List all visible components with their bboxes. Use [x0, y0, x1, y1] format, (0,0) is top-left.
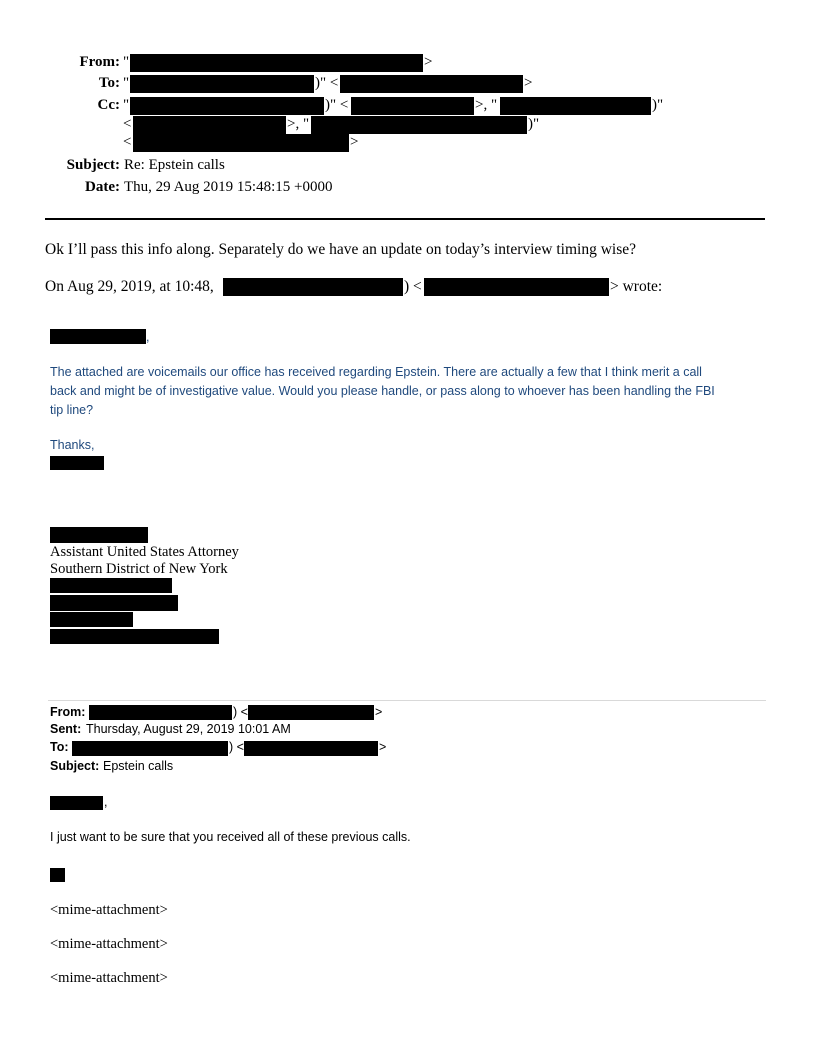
redaction-cc1-name	[130, 97, 324, 115]
cc2-lt: <	[123, 116, 132, 132]
to-gt: >	[524, 75, 533, 91]
fwd-to-gt: >	[379, 740, 387, 754]
redaction-signature-line-3	[50, 612, 133, 627]
fwd-body: I just want to be sure that you received all of these previous calls.	[50, 830, 411, 844]
redaction-from-name	[130, 54, 423, 72]
fwd-to-label: To:	[50, 740, 69, 754]
fwd-sent-value: Thursday, August 29, 2019 10:01 AM	[86, 722, 291, 736]
redaction-sender-first-name	[50, 456, 104, 470]
cc1-close: )" <	[325, 97, 349, 113]
cc3-close: )"	[528, 116, 540, 132]
redaction-fwd-from-email	[248, 705, 374, 720]
from-label: From:	[79, 54, 120, 70]
redaction-cc2-email	[133, 116, 286, 134]
cc3-gt: >	[350, 134, 359, 150]
date-label: Date:	[85, 179, 120, 195]
quote-intro-mid: ) <	[404, 278, 422, 295]
fwd-sent-label: Sent:	[50, 722, 82, 736]
redaction-fwd-greeting-name	[50, 796, 103, 810]
to-quote: "	[123, 75, 130, 91]
redaction-quote-name	[223, 278, 403, 296]
cc-label: Cc:	[97, 97, 120, 113]
redaction-signature-line-2	[50, 595, 178, 611]
redaction-signature-name	[50, 527, 148, 543]
to-close: )" <	[315, 75, 339, 91]
fwd-from-paren: ) <	[233, 705, 248, 719]
cc2-close: )"	[652, 97, 664, 113]
cc1-gt: >, "	[475, 97, 498, 113]
from-quote: "	[123, 54, 130, 70]
fwd-subject-value: Epstein calls	[103, 759, 174, 773]
greeting-comma: ,	[146, 330, 150, 344]
quoted-paragraph-line-3: tip line?	[50, 403, 94, 417]
from-gt: >	[424, 54, 433, 70]
signature-title: Assistant United States Attorney	[50, 544, 239, 560]
redaction-fwd-from-name	[89, 705, 232, 720]
fwd-to-paren: ) <	[229, 740, 244, 754]
redaction-greeting-name	[50, 329, 146, 344]
thanks-text: Thanks,	[50, 438, 95, 452]
header-divider	[45, 218, 765, 220]
cc2-gt: >, "	[287, 116, 310, 132]
redaction-cc1-email	[351, 97, 474, 115]
quoted-paragraph-line-1: The attached are voicemails our office has received regarding Epstein. There are actually a few that I think merit a call	[50, 365, 702, 379]
cc-quote: "	[123, 97, 130, 113]
fwd-greeting-comma: ,	[104, 795, 108, 809]
quote-intro-prefix: On Aug 29, 2019, at 10:48,	[45, 278, 214, 295]
redaction-signature-line-4	[50, 629, 219, 644]
redaction-fwd-sender	[50, 868, 65, 882]
redaction-signature-line-1	[50, 578, 172, 593]
fwd-from-gt: >	[375, 705, 383, 719]
redaction-fwd-to-email	[244, 741, 378, 756]
forward-divider	[48, 700, 766, 701]
redaction-to-name	[130, 75, 314, 93]
reply-line: Ok I’ll pass this info along. Separately do we have an update on today’s interview timing wise?	[45, 241, 637, 258]
fwd-from-label: From:	[50, 705, 86, 719]
redaction-cc2-name	[500, 97, 651, 115]
redaction-quote-email	[424, 278, 609, 296]
redaction-fwd-to-name	[72, 741, 228, 756]
redaction-cc3-name	[311, 116, 527, 134]
quoted-paragraph-line-2: back and might be of investigative value. Would you please handle, or pass along to whoever has been handling the FBI	[50, 384, 715, 398]
attachment-3[interactable]: <mime-attachment>	[50, 970, 168, 986]
cc3-lt: <	[123, 134, 132, 150]
subject-label: Subject:	[66, 157, 120, 173]
signature-office: Southern District of New York	[50, 561, 228, 577]
fwd-subject-label: Subject:	[50, 759, 100, 773]
attachment-1[interactable]: <mime-attachment>	[50, 902, 168, 918]
to-label: To:	[98, 75, 120, 91]
redaction-to-email	[340, 75, 523, 93]
redaction-cc3-email	[133, 134, 349, 152]
attachment-2[interactable]: <mime-attachment>	[50, 936, 168, 952]
quote-intro-suffix: > wrote:	[610, 278, 663, 295]
date-value: Thu, 29 Aug 2019 15:48:15 +0000	[124, 179, 333, 195]
subject-value: Re: Epstein calls	[124, 157, 225, 173]
